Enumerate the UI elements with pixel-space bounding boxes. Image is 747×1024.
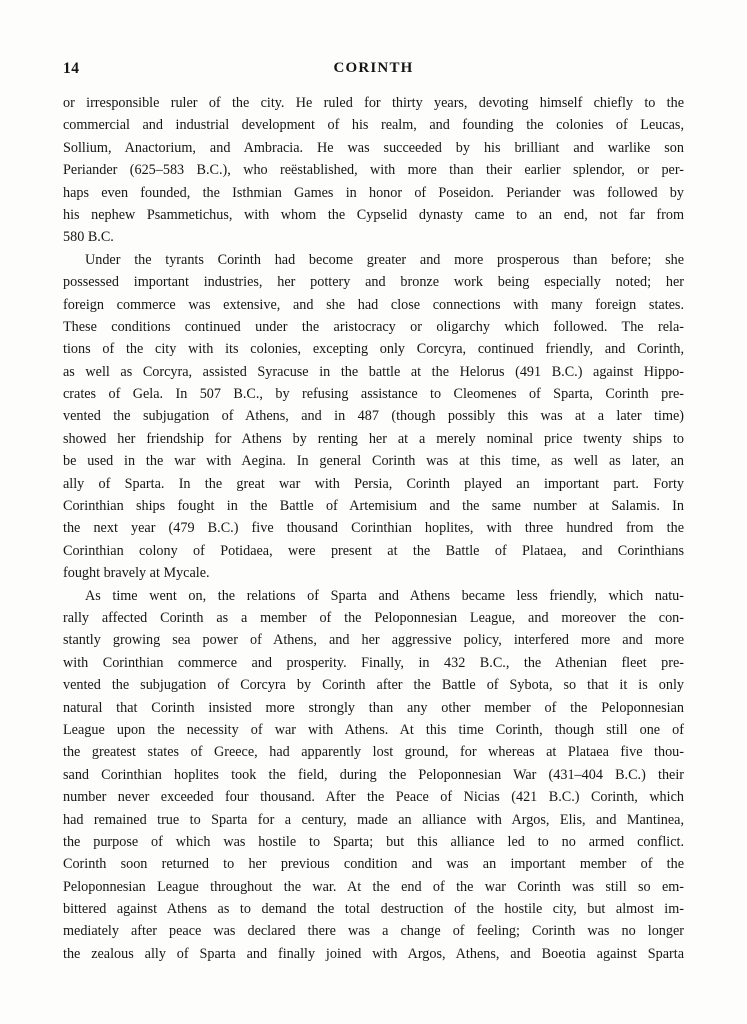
text-line: ally of Sparta. In the great war with Persia, Corinth played an important part. Forty bbox=[63, 475, 684, 492]
text-line: number never exceeded four thousand. After the Peace of Nicias (421 B.C.) Corinth, which bbox=[63, 789, 684, 806]
text-line: 580 B.C. bbox=[63, 229, 114, 246]
page-header bbox=[63, 60, 684, 80]
text-line: foreign commerce was extensive, and she had close connections with many foreign states. bbox=[63, 296, 684, 313]
paragraph bbox=[63, 249, 684, 585]
body-text bbox=[63, 92, 684, 965]
text-line: or irresponsible ruler of the city. He ruled for thirty years, devoting himself chiefly to the bbox=[63, 95, 684, 111]
paragraph bbox=[63, 585, 684, 966]
text-line: Periander (625–583 B.C.), who reëstablished, with more than their earlier splendor, or per- bbox=[63, 162, 684, 179]
text-line: be used in the war with Aegina. In general Corinth was at this time, as well as later, an bbox=[63, 453, 684, 470]
text-line: bittered against Athens as to demand the total destruction of the hostile city, but almost im- bbox=[63, 901, 684, 918]
page-number: 14 bbox=[63, 60, 80, 77]
text-line: tions of the city with its colonies, excepting only Corcyra, continued friendly, and Corinth, bbox=[63, 341, 684, 358]
text-line: possessed important industries, her pottery and bronze work being especially noted; her bbox=[63, 274, 684, 291]
running-title: CORINTH bbox=[333, 60, 414, 76]
text-line: his nephew Psammetichus, with whom the Cypselid dynasty came to an end, not far from bbox=[63, 206, 684, 223]
text-line: League upon the necessity of war with Athens. At this time Corinth, though still one of bbox=[63, 721, 684, 738]
text-line: Corinthian colony of Potidaea, were present at the Battle of Plataea, and Corinthians bbox=[63, 542, 684, 559]
text-line: sand Corinthian hoplites took the field, during the Peloponnesian War (431–404 B.C.) their bbox=[63, 766, 684, 783]
text-line: Under the tyrants Corinth had become greater and more prosperous than before; she bbox=[85, 251, 684, 268]
text-line: Corinth soon returned to her previous condition and was an important member of the bbox=[63, 856, 684, 873]
text-line: fought bravely at Mycale. bbox=[63, 565, 210, 582]
text-line: as well as Corcyra, assisted Syracuse in the battle at the Helorus (491 B.C.) against Hippo- bbox=[63, 363, 684, 380]
text-line: haps even founded, the Isthmian Games in honor of Poseidon. Periander was followed by bbox=[63, 184, 684, 201]
text-line: crates of Gela. In 507 B.C., by refusing assistance to Cleomenes of Sparta, Corinth pre- bbox=[63, 386, 684, 403]
text-line: Corinthian ships fought in the Battle of Artemisium and the same number at Salamis. In bbox=[63, 498, 684, 515]
text-line: These conditions continued under the aristocracy or oligarchy which followed. The rela- bbox=[63, 318, 684, 335]
text-line: Peloponnesian League throughout the war. At the end of the war Corinth was still so em- bbox=[63, 878, 684, 895]
text-line: vented the subjugation of Athens, and in 487 (though possibly this was at a later time) bbox=[63, 408, 684, 425]
text-line: natural that Corinth insisted more strongly than any other member of the Peloponnesian bbox=[63, 699, 684, 716]
text-line: the greatest states of Greece, had apparently lost ground, for whereas at Plataea five thou- bbox=[63, 744, 684, 761]
text-line: the next year (479 B.C.) five thousand Corinthian hoplites, with three hundred from the bbox=[63, 520, 684, 537]
text-line: As time went on, the relations of Sparta and Athens became less friendly, which natu- bbox=[85, 587, 684, 604]
text-line: with Corinthian commerce and prosperity. Finally, in 432 B.C., the Athenian fleet pre- bbox=[63, 654, 684, 671]
text-line: the purpose of which was hostile to Sparta; but this alliance led to no armed conflict. bbox=[63, 833, 684, 850]
text-line: commercial and industrial development of his realm, and founding the colonies of Leucas, bbox=[63, 117, 684, 134]
text-line: Sollium, Anactorium, and Ambracia. He was succeeded by his brilliant and warlike son bbox=[63, 139, 684, 156]
text-line: rally affected Corinth as a member of the Peloponnesian League, and moreover the con- bbox=[63, 609, 684, 626]
text-line: showed her friendship for Athens by renting her at a merely nominal price twenty ships to bbox=[63, 430, 684, 447]
text-line: mediately after peace was declared there was a change of feeling; Corinth was no longer bbox=[63, 923, 684, 940]
text-line: stantly growing sea power of Athens, and her aggressive policy, interfered more and more bbox=[63, 632, 684, 649]
text-line: had remained true to Sparta for a century, made an alliance with Argos, Elis, and Mantinea, bbox=[63, 811, 684, 828]
text-line: the zealous ally of Sparta and finally joined with Argos, Athens, and Boeotia against Sparta bbox=[63, 945, 684, 962]
text-line: vented the subjugation of Corcyra by Corinth after the Battle of Sybota, so that it is only bbox=[63, 677, 684, 694]
paragraph bbox=[63, 92, 684, 249]
